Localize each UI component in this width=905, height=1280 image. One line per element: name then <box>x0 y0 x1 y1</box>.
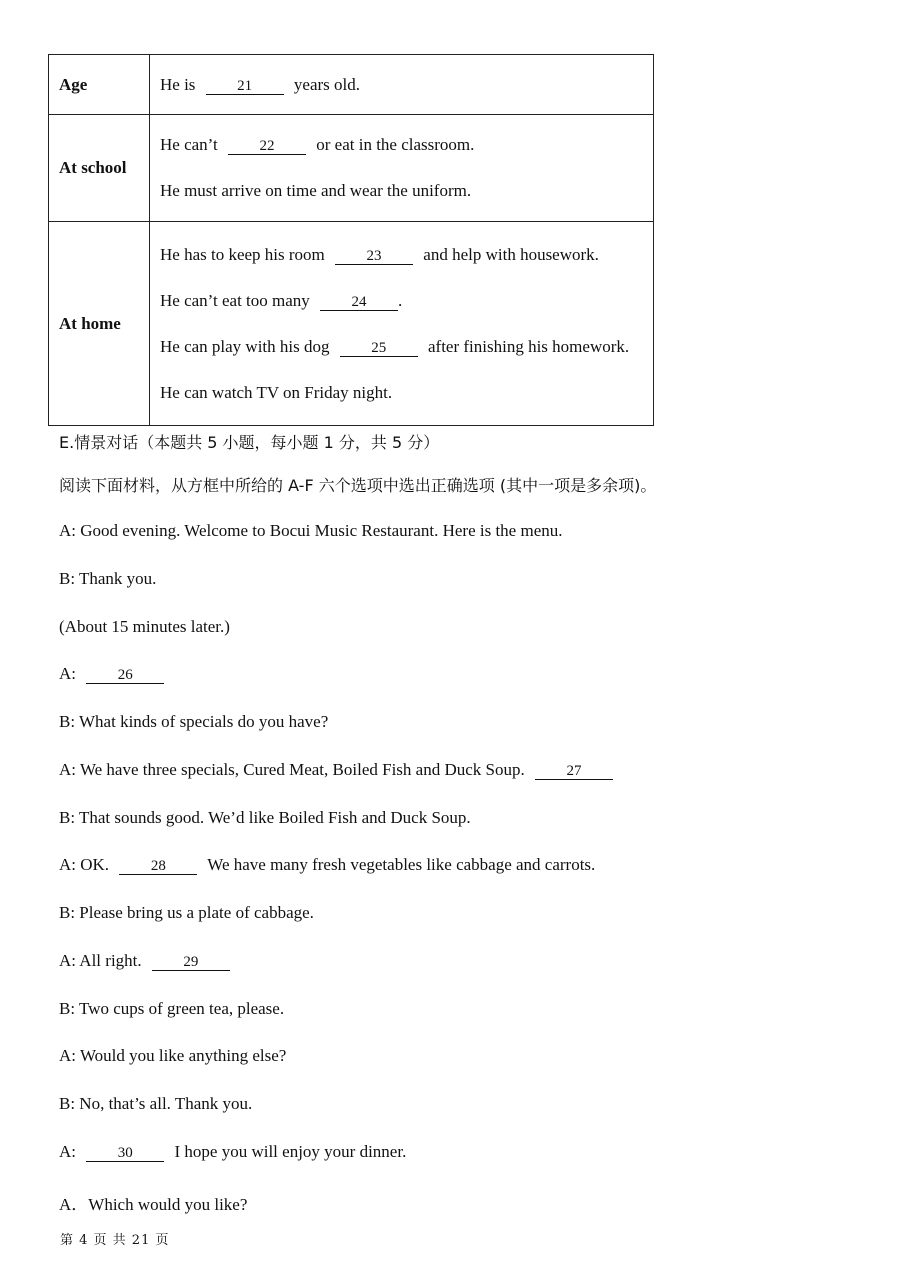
info-table <box>48 54 654 426</box>
dialog-line-11: B: Two cups of green tea, please. <box>59 999 285 1018</box>
age-content <box>150 55 654 115</box>
dialog-line-4-pre: A: <box>59 664 76 683</box>
school-content <box>150 115 654 222</box>
dialog-line-13: B: No, that’s all. Thank you. <box>59 1094 253 1113</box>
home-line-3-post: after finishing his homework. <box>428 336 630 356</box>
home-line-3 <box>160 337 653 357</box>
table-row-home <box>49 222 654 426</box>
age-pre: He is <box>160 74 196 94</box>
dialog-line-3: (About 15 minutes later.) <box>59 617 230 636</box>
dialog-line-5: B: What kinds of specials do you have? <box>59 712 329 731</box>
home-line-3-pre: He can play with his dog <box>160 336 330 356</box>
blank-21: 21 <box>206 79 284 95</box>
age-label: Age <box>49 55 150 115</box>
dialog-line-8-pre: A: OK. <box>59 855 110 874</box>
home-line-1-post: and help with housework. <box>423 244 599 264</box>
school-label: At school <box>49 115 150 222</box>
dialog-line-14-post: I hope you will enjoy your dinner. <box>174 1142 407 1161</box>
blank-28: 28 <box>119 859 197 875</box>
home-label: At home <box>49 222 150 426</box>
dialog-line-2: B: Thank you. <box>59 569 157 588</box>
home-line-1 <box>160 245 653 265</box>
section-e-instruction: 阅读下面材料，从方框中所给的 A-F 六个选项中选出正确选项 (其中一项是多余项)。 <box>59 476 657 495</box>
age-post: years old. <box>293 74 361 94</box>
dialog-line-10 <box>59 951 236 971</box>
home-line-1-pre: He has to keep his room <box>160 244 325 264</box>
dialog-line-10-pre: A: All right. <box>59 951 142 970</box>
home-line-2-pre: He can’t eat too many <box>160 290 310 310</box>
home-line-4: He can watch TV on Friday night. <box>160 382 393 402</box>
home-content <box>150 222 654 426</box>
option-a: A．Which would you like? <box>59 1195 248 1214</box>
blank-29: 29 <box>152 955 230 971</box>
dialog-line-12: A: Would you like anything else? <box>59 1046 287 1065</box>
dialog-line-7: B: That sounds good. We’d like Boiled Fish and Duck Soup. <box>59 808 471 827</box>
dialog-line-9: B: Please bring us a plate of cabbage. <box>59 903 314 922</box>
blank-26: 26 <box>86 668 164 684</box>
school-line-1 <box>160 135 653 155</box>
dialog-line-8 <box>59 855 595 875</box>
blank-30: 30 <box>86 1146 164 1162</box>
home-line-2-post: . <box>398 290 403 310</box>
age-line <box>160 75 653 95</box>
dialog-line-8-post: We have many fresh vegetables like cabbage and carrots. <box>207 855 596 874</box>
school-line-1-post: or eat in the classroom. <box>316 135 475 154</box>
dialog-line-6 <box>59 760 619 780</box>
table-row-age <box>49 55 654 115</box>
table-row-school <box>49 115 654 222</box>
blank-22: 22 <box>228 139 306 155</box>
blank-23: 23 <box>335 249 413 265</box>
dialog-line-6-pre: A: We have three specials, Cured Meat, Boiled Fish and Duck Soup. <box>59 760 525 779</box>
blank-27: 27 <box>535 764 613 780</box>
blank-24: 24 <box>320 295 398 311</box>
school-line-1-pre: He can’t <box>160 135 218 154</box>
section-e-heading: E.情景对话（本题共 5 小题，每小题 1 分，共 5 分） <box>59 433 440 452</box>
dialog-line-14 <box>59 1142 406 1162</box>
page-footer: 第 4 页 共 21 页 <box>60 1233 170 1248</box>
school-line-2: He must arrive on time and wear the uniform. <box>160 181 472 200</box>
blank-25: 25 <box>340 341 418 357</box>
dialog-line-4 <box>59 664 170 684</box>
home-line-2 <box>160 291 653 311</box>
dialog-line-1: A: Good evening. Welcome to Bocui Music Restaurant. Here is the menu. <box>59 521 563 540</box>
dialog-line-14-pre: A: <box>59 1142 76 1161</box>
